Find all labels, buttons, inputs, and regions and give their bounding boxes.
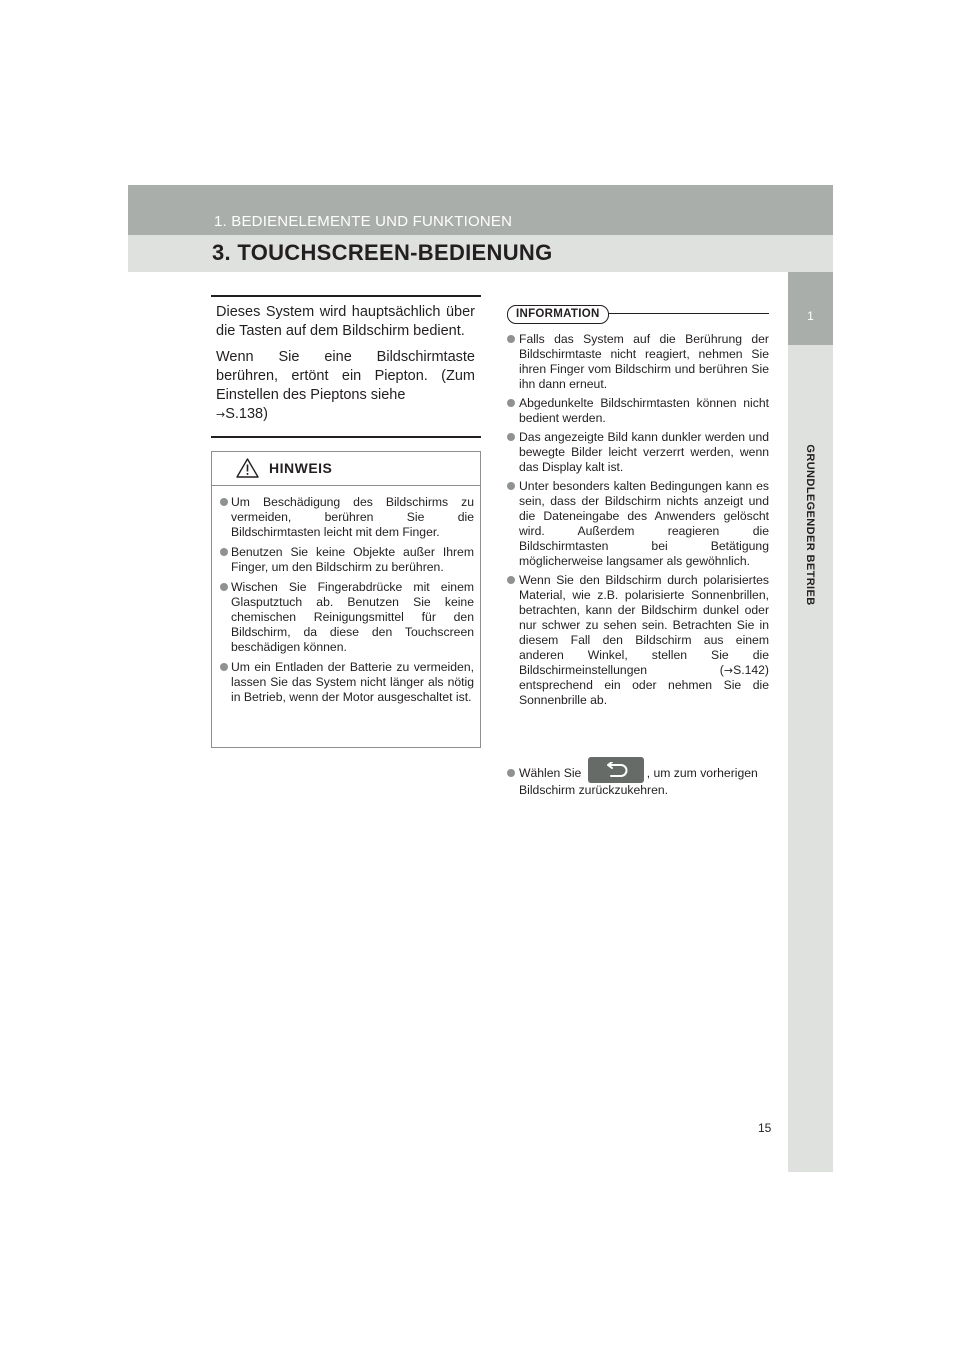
bullet-icon [507,433,515,441]
back-instruction-before: Wählen Sie [519,766,582,781]
list-item [220,660,474,705]
list-item [507,479,769,569]
arrow-right-icon: → [723,664,734,677]
list-item-text-b: entsprechend ein oder nehmen Sie die Sonnenbrille ab. [519,678,769,707]
intro-page-ref: S.138) [225,406,268,422]
information-badge: INFORMATION [507,305,609,324]
list-item [220,545,474,575]
intro-paragraph-2 [216,348,475,424]
list-item [220,580,474,655]
back-button[interactable] [588,757,644,783]
list-item-page-ref: S.142) [733,663,769,677]
list-item-text: Um ein Entladen der Batterie zu vermeiden, lassen Sie das System nicht länger als nötig in Betrieb, wenn der Motor ausgeschaltet ist. [231,660,474,704]
bullet-icon [220,548,228,556]
bullet-icon [220,583,228,591]
arrow-right-icon: → [216,408,226,421]
bullet-icon [507,769,515,777]
intro-box [211,295,481,438]
information-list [507,332,769,708]
hinweis-list [212,486,480,705]
list-item-text: Falls das System auf die Berührung der Bildschirmtaste nicht reagiert, nehmen Sie ihren Finger vom Bildschirm und berühren Sie ihn dann erneut. [519,332,769,391]
side-column [788,272,833,1172]
list-item-text: Abgedunkelte Bildschirmtasten können nicht bedient werden. [519,396,769,425]
bullet-icon [507,576,515,584]
bullet-icon [220,663,228,671]
list-item [507,332,769,392]
information-box [507,304,769,712]
back-instruction [507,765,769,798]
list-item [507,396,769,426]
page-number: 15 [758,1121,772,1135]
back-arrow-icon [602,762,630,778]
intro-paragraph-1: Dieses System wird hauptsächlich über die Tasten auf dem Bildschirm bedient. [216,304,475,339]
list-item [507,573,769,708]
chapter-name: GRUNDLEGENDER BETRIEB [804,444,816,606]
bullet-icon [220,498,228,506]
bullet-icon [507,399,515,407]
list-item-text: Um Beschädigung des Bildschirms zu vermeiden, berühren Sie die Bildschirmtasten leicht mit dem Finger. [231,495,474,539]
chapter-number: 1 [807,309,814,323]
section-heading: 1. BEDIENELEMENTE UND FUNKTIONEN [214,213,513,230]
warning-triangle-icon [236,458,259,478]
list-item [220,495,474,540]
list-item-text: Das angezeigte Bild kann dunkler werden und bewegte Bilder leicht verzerrt werden, wenn das Display kalt ist. [519,430,769,474]
bullet-icon [507,482,515,490]
hinweis-header [212,452,480,486]
list-item-text: Wischen Sie Fingerabdrücke mit einem Glasputztuch ab. Benutzen Sie keine chemischen Reinigungsmittel für den Bildschirm, da diese den Touchscreen beschädigen können. [231,580,474,654]
back-instruction-after: , um zum vorherigen Bildschirm zurückzukehren. [519,766,758,797]
hinweis-title: HINWEIS [269,460,333,476]
hinweis-box [211,451,481,748]
bullet-icon [507,335,515,343]
list-item-text: Benutzen Sie keine Objekte außer Ihrem Finger, um den Bildschirm zu berühren. [231,545,474,574]
page-title: 3. TOUCHSCREEN-BEDIENUNG [212,240,553,265]
list-item-text: Unter besonders kalten Bedingungen kann es sein, dass der Bildschirm nichts anzeigt und die Dateneingabe des Anwenders gelöscht wird. Außerdem reagieren die Bildschirmtasten bei Betätigung möglicherweise langsamer als gewöhnlich. [519,479,769,568]
intro-paragraph-2-text: Wenn Sie eine Bildschirmtaste berühren, ertönt ein Piepton. (Zum Einstellen des Pieptons siehe [216,349,475,403]
list-item [507,430,769,475]
list-item-text-a: Wenn Sie den Bildschirm durch polarisiertes Material, wie z.B. polarisierte Sonnenbrillen, betrachten, kann der Bildschirm dunkel oder nur schwer zu sehen sein. Betrachten Sie in diesem Fall den Bildschirm aus einem anderen Winkel, stellen Sie die Bildschirmeinstellungen ( [519,573,769,677]
